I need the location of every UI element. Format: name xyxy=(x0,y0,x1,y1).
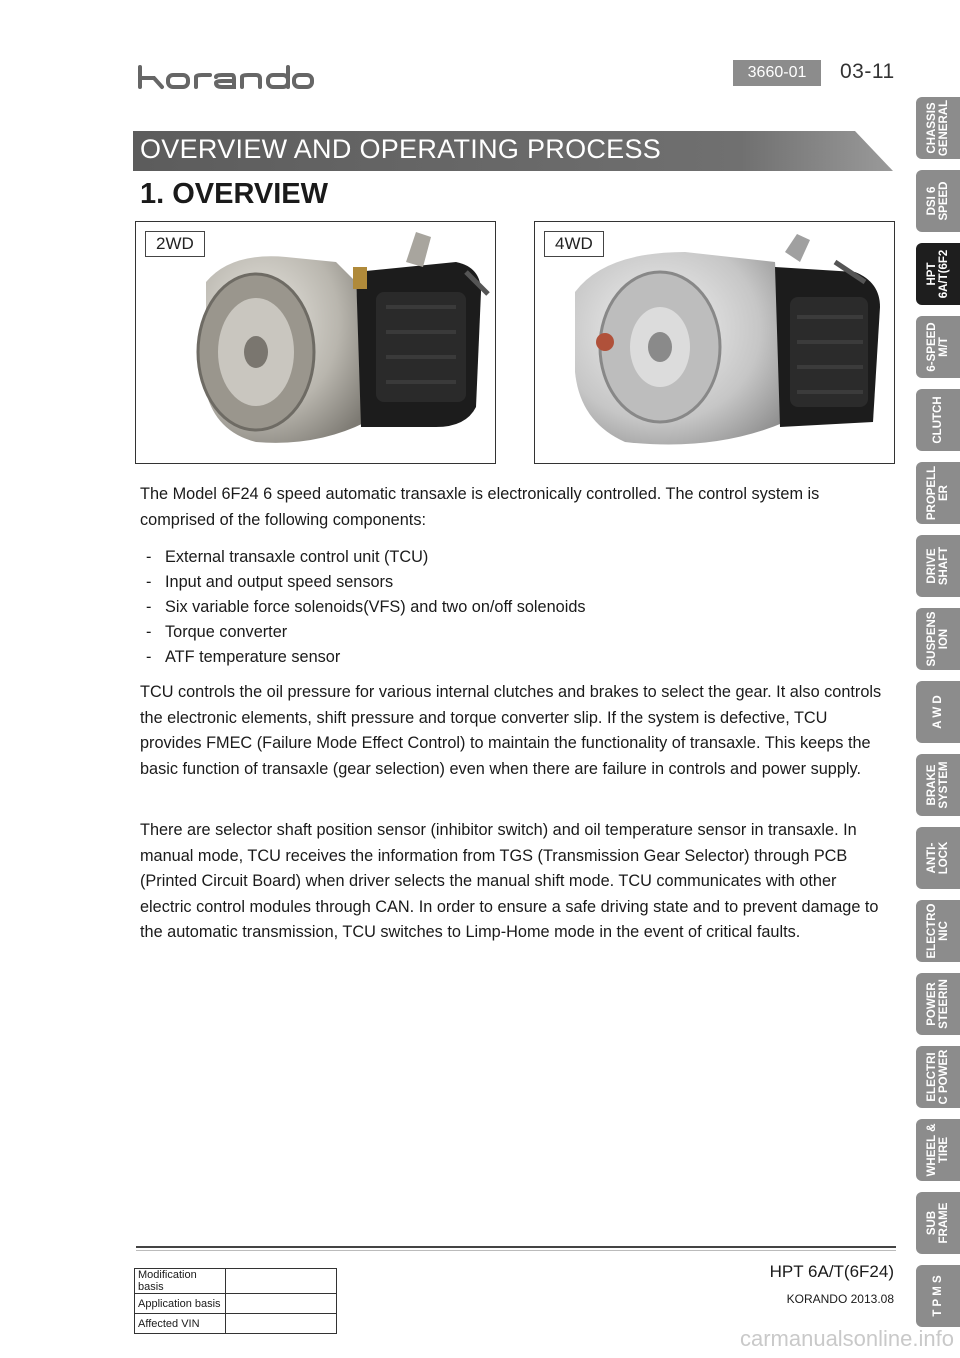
chapter-tab-label xyxy=(932,1265,944,1327)
figure-2wd xyxy=(135,221,496,464)
list-item: - ATF temperature sensor xyxy=(146,645,586,670)
list-item: - Input and output speed sensors xyxy=(146,570,586,595)
chapter-tab-line1: WHEEL & xyxy=(926,1123,938,1177)
chapter-tab[interactable] xyxy=(916,900,960,962)
chapter-tab-line2: SPEED xyxy=(938,181,950,221)
intro-paragraph: The Model 6F24 6 speed automatic transaxle is electronically controlled. The control system is comprised of the following components: xyxy=(140,485,820,529)
transaxle-2wd-illustration xyxy=(136,222,495,463)
chapter-tab-line2: SYSTEM xyxy=(938,761,950,809)
chapter-tab-line2: M/T xyxy=(938,337,950,357)
chapter-tab[interactable] xyxy=(916,97,960,159)
chapter-tab-label xyxy=(926,535,950,597)
chapter-tab-label xyxy=(932,389,944,451)
korando-logo xyxy=(136,63,316,91)
chapter-tab-line1: ELECTRI xyxy=(926,1052,938,1102)
chapter-tab-line1: T P M S xyxy=(932,1275,944,1317)
chapter-tab-line2: ION xyxy=(938,628,950,650)
chapter-tab-label xyxy=(926,1046,950,1108)
footer-model: HPT 6A/T(6F24) xyxy=(769,1262,894,1281)
footer-divider xyxy=(136,1246,896,1248)
table-row xyxy=(135,1269,337,1294)
chapter-tab-label xyxy=(926,97,950,159)
chapter-tab[interactable] xyxy=(916,973,960,1035)
table-row xyxy=(135,1294,337,1314)
chapter-tab-line2: 6A/T(6F2 xyxy=(938,249,950,299)
chapter-tab[interactable] xyxy=(916,754,960,816)
chapter-tab-line1: SUSPENS xyxy=(926,611,938,667)
chapter-tab-label xyxy=(926,973,950,1035)
page-heading: 1. OVERVIEW xyxy=(140,178,329,210)
chapter-tab-line1: HPT xyxy=(926,262,938,286)
selector-sensor-paragraph: There are selector shaft position sensor (inhibitor switch) and oil temperature sensor in transaxle. In manual mode, TCU receives the information from TGS (Transmission Gear Selector) through PCB (Printed Circuit Board) when driver selects the manual shift mode. TCU communicates with other electric control modules through CAN. In order to ensure a safe driving state and to prevent damage to the automatic transmission, TCU switches to Limp-Home mode in the event of critical faults. xyxy=(140,821,879,941)
chapter-tab-label xyxy=(926,243,950,305)
chapter-tab-line2: FRAME xyxy=(938,1202,950,1244)
footer-version: KORANDO 2013.08 xyxy=(786,1292,894,1306)
list-item: - Six variable force solenoids(VFS) and two on/off solenoids xyxy=(146,595,586,620)
chapter-tab-line1: DRIVE xyxy=(926,548,938,584)
table-cell-value xyxy=(226,1294,337,1314)
chapter-tab-label xyxy=(926,462,950,524)
table-cell-label: Affected VIN xyxy=(135,1314,226,1334)
chapter-tab-label xyxy=(926,1119,950,1181)
chapter-tab-label xyxy=(932,681,944,743)
chapter-tab-line1: ANTI- xyxy=(926,842,938,874)
list-item: - External transaxle control unit (TCU) xyxy=(146,545,586,570)
chapter-tab-label xyxy=(926,608,950,670)
page-number: 03-11 xyxy=(840,60,895,83)
footer-divider-thin xyxy=(136,1250,896,1251)
chapter-tab-line1: A W D xyxy=(932,695,944,729)
chapter-tab-line1: SUB xyxy=(926,1210,938,1236)
chapter-tab-line1: 6-SPEED xyxy=(926,322,938,372)
chapter-tab-line1: PROPELL xyxy=(926,465,938,521)
chapter-tab-label xyxy=(926,754,950,816)
figure-label-2wd: 2WD xyxy=(145,231,205,257)
chapter-tab-line2: STEERIN xyxy=(938,979,950,1029)
chapter-tab-line2: ER xyxy=(938,485,950,501)
section-banner-title: OVERVIEW AND OPERATING PROCESS xyxy=(140,134,662,164)
chapter-tab[interactable] xyxy=(916,1265,960,1327)
figure-label-4wd: 4WD xyxy=(544,231,604,257)
chapter-tab-line1: DSI 6 xyxy=(926,186,938,216)
chapter-tab-line1: CLUTCH xyxy=(932,396,944,444)
chapter-tab-line1: POWER xyxy=(926,982,938,1026)
chapter-tab-label xyxy=(926,1192,950,1254)
table-cell-label: Application basis xyxy=(135,1294,226,1314)
chapter-tab-line2: NIC xyxy=(938,921,950,941)
tcu-control-paragraph: TCU controls the oil pressure for various internal clutches and brakes to select the gear. It also controls the electronic elements, shift pressure and torque converter slip. If the system is defective, TCU provides FMEC (Failure Mode Effect Control) to maintain the functionality of transaxle. This keeps the basic function of transaxle (gear selection) even when there are failure in controls and power supply. xyxy=(140,683,882,778)
chapter-tab[interactable] xyxy=(916,243,960,305)
chapter-tab-line2: C POWER xyxy=(938,1049,950,1105)
watermark: carmanualsonline.info xyxy=(739,1326,954,1351)
chapter-tab-label xyxy=(926,316,950,378)
chapter-tab-line2: SHAFT xyxy=(938,546,950,586)
chapter-tab-line2: LOCK xyxy=(938,841,950,875)
section-code-badge: 3660-01 xyxy=(733,60,821,86)
figure-4wd xyxy=(534,221,895,464)
chapter-tab-line1: BRAKE xyxy=(926,764,938,806)
chapter-tab-label xyxy=(926,170,950,232)
chapter-tab[interactable] xyxy=(916,316,960,378)
chapter-tab-label xyxy=(926,827,950,889)
modification-table xyxy=(134,1268,337,1334)
chapter-tab[interactable] xyxy=(916,1046,960,1108)
chapter-tab[interactable] xyxy=(916,535,960,597)
chapter-tab-line1: ELECTRO xyxy=(926,903,938,959)
list-item: - Torque converter xyxy=(146,620,586,645)
chapter-tab-line1: CHASSIS xyxy=(926,102,938,154)
korando-logo-graphic xyxy=(136,63,316,91)
chapter-tab[interactable] xyxy=(916,681,960,743)
table-cell-value xyxy=(226,1269,337,1294)
chapter-tab[interactable] xyxy=(916,462,960,524)
chapter-tab[interactable] xyxy=(916,170,960,232)
chapter-tab[interactable] xyxy=(916,827,960,889)
chapter-tab[interactable] xyxy=(916,1192,960,1254)
chapter-tab[interactable] xyxy=(916,1119,960,1181)
chapter-tab[interactable] xyxy=(916,608,960,670)
chapter-tab-line2: GENERAL xyxy=(938,99,950,157)
table-cell-label: Modification basis xyxy=(135,1269,226,1294)
component-list xyxy=(146,545,586,670)
chapter-tab[interactable] xyxy=(916,389,960,451)
chapter-tab-label xyxy=(926,900,950,962)
transaxle-4wd-illustration xyxy=(535,222,894,463)
chapter-tab-line2: TIRE xyxy=(938,1136,950,1164)
